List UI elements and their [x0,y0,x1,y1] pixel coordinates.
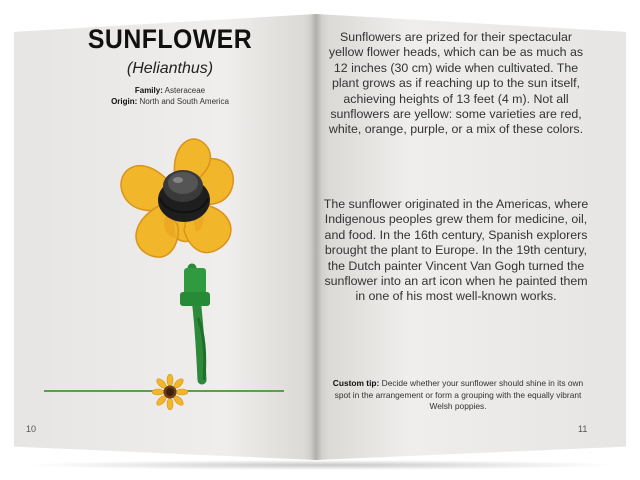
body-paragraph-1: Sunflowers are prized for their spectacular yellow flower heads, which can be as much as 12 inches (30 cm) wide when cultivated. The plant grows as if reaching up to the sun itself, achieving heights of 13 feet (4 m). Not all sunflowers are yellow: some varieties are red, white, orange, purple, or a mix of these colors. [328,30,584,137]
family-value: Asteraceae [164,86,206,95]
body-paragraph-2: The sunflower originated in the Americas, where Indigenous peoples grew them for medicine, oil, and food. In the 16th century, Spanish explorers brought the plant to Europe. In the 19th century, the Dutch painter Vincent Van Gogh turned the sunflower into an art icon when he painted them in one of his most well-known works. [323,197,589,304]
latin-name: (Helianthus) [126,60,214,77]
origin-line [60,97,280,106]
sunflower-illustration [80,118,260,388]
origin-value: North and South America [139,97,229,106]
sunflower-icon [152,374,188,410]
tip-text: Decide whether your sunflower should shine in its own spot in the arrangement or form a grouping with the equally vibrant Welsh poppies. [334,378,584,411]
family-label: Family: [134,86,163,95]
family-line [60,86,280,95]
page-title: SUNFLOWER [87,24,253,54]
book-gutter [310,14,322,460]
page-number-right: 11 [578,424,588,434]
origin-label: Origin: [111,97,138,106]
book-shadow [24,460,620,470]
page-number-left: 10 [26,424,37,434]
custom-tip [330,378,586,413]
tip-label: Custom tip: [332,378,380,388]
